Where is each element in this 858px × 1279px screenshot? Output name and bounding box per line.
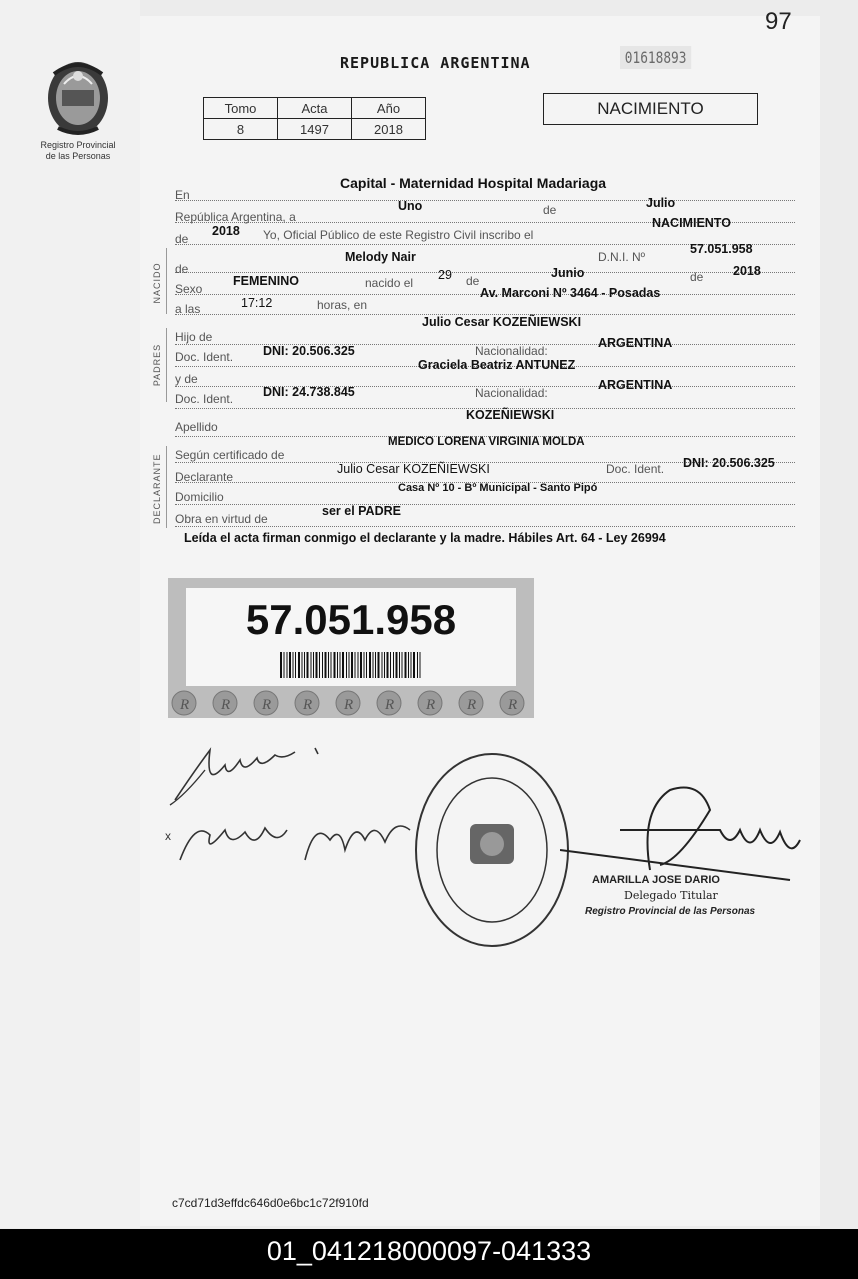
obra-label: Obra en virtud de [175,512,268,526]
obra-value: ser el PADRE [322,504,401,518]
barcode-bar [316,652,318,678]
sticker-pattern-letter: R [344,697,354,713]
anio-value: 2018 [212,224,240,238]
yo-text: Yo, Oficial Público de este Registro Civil inscribo el [263,228,534,242]
nacido-label: nacido el [365,276,414,290]
sticker-pattern-letter: R [262,697,272,713]
inscribo-value: NACIMIENTO [652,216,731,230]
dni-sticker-inner [186,588,516,686]
barcode-bar [360,652,362,678]
page-number: 97 [765,8,792,35]
nac2-label: Nacionalidad: [475,386,548,400]
act-type-box: NACIMIENTO [543,93,758,125]
barcode-bar [284,652,285,678]
tomo-header: Tomo [204,98,278,119]
nac-dia: 29 [438,268,452,282]
sticker-pattern-letter: R [303,697,313,713]
sticker-pattern-letter: R [426,697,436,713]
doc3-value: DNI: 20.506.325 [683,456,775,470]
apellido-value: KOZEÑIEWSKI [466,408,555,422]
nac-anio: 2018 [733,264,761,278]
nac-mes: Junio [551,266,585,280]
registry-table [203,97,426,140]
barcode-bar [399,652,400,678]
sticker-pattern-letter: R [180,697,190,713]
nac2-value: ARGENTINA [598,378,673,392]
official-seal-icon [412,750,572,950]
doc2-value: DNI: 24.738.845 [263,385,355,399]
barcode-bar [393,652,394,678]
svg-text:x: x [165,829,171,843]
barcode-bar [346,652,347,678]
declarante-bracket [166,446,167,528]
section-padres: PADRES [152,343,162,387]
barcode-bar [358,652,359,678]
barcode-bar [387,652,389,678]
line-obra [175,510,795,527]
republica-label: República Argentina, a [175,210,296,224]
yde-label: y de [175,372,198,386]
official-office: Registro Provincial de las Personas [585,906,756,917]
sticker-number: 57.051.958 [245,596,457,643]
sticker-pattern-letter: R [508,697,518,713]
barcode-bar [289,652,291,678]
barcode-bar [298,652,300,678]
section-nacido: NACIDO [152,262,162,304]
left-margin [0,0,140,1228]
barcode-icon [280,652,422,678]
barcode-bar [280,652,282,678]
logo-caption [30,140,126,162]
horas-label: horas, en [317,298,368,312]
sticker-pattern-letter: R [467,697,477,713]
acta-value: 1497 [278,119,352,140]
barcode-bar [411,652,412,678]
barcode-bar [375,652,376,678]
barcode-bar [322,652,323,678]
section-declarante: DECLARANTE [152,453,162,524]
en-label: En [175,188,190,202]
barcode-bar [334,652,336,678]
doc2-label: Doc. Ident. [175,392,234,406]
barcode-bar [413,652,415,678]
barcode-bar [342,652,344,678]
segun-label: Según certificado de [175,448,285,462]
dni-label: D.N.I. Nº [598,250,646,264]
anio-value: 2018 [352,119,426,140]
dni-sticker [168,578,534,718]
signature-declarant-icon [165,800,425,880]
barcode-bar [311,652,312,678]
barcode-bar [369,652,371,678]
document-title: REPUBLICA ARGENTINA [340,54,531,72]
domicilio-value: Casa Nº 10 - Bº Municipal - Santo Pipó [398,482,598,494]
barcode-bar [366,652,367,678]
serial-number: 01618893 [620,46,691,69]
barcode-bar [304,652,305,678]
barcode-bar [373,652,374,678]
barcode-bar [405,652,407,678]
barcode-bar [295,652,296,678]
line-hijo [175,328,795,345]
barcode-bar [349,652,350,678]
logo-caption-line2: de las Personas [45,151,111,161]
de3-label: de [175,262,189,276]
hijo-label: Hijo de [175,330,213,344]
declarante-label: Declarante [175,470,234,484]
padre-value: Julio Cesar KOZEÑIEWSKI [422,315,582,329]
logo-caption-line1: Registro Provincial [40,140,116,150]
padres-bracket [166,328,167,402]
dni-value: 57.051.958 [690,242,753,256]
barcode-bar [287,652,288,678]
barcode-bar [364,652,365,678]
nombre-value: Melody Nair [345,250,416,264]
barcode-bar [396,652,398,678]
doc3-label: Doc. Ident. [606,462,665,476]
barcode-bar [313,652,314,678]
sexo-label: Sexo [175,282,203,296]
apellido-label: Apellido [175,420,218,434]
barcode-bar [402,652,403,678]
sexo-value: FEMENINO [233,274,299,288]
nac1-label: Nacionalidad: [475,344,548,358]
provincial-emblem-icon [40,54,116,138]
barcode-bar [378,652,380,678]
lugar-value: Av. Marconi Nº 3464 - Posadas [480,286,661,300]
sticker-pattern-letter: R [221,697,231,713]
de5-label: de [690,270,704,284]
nac1-value: ARGENTINA [598,336,673,350]
nacido-bracket [166,248,167,314]
tomo-value: 8 [204,119,278,140]
barcode-bar [302,652,303,678]
alas-label: a las [175,302,201,316]
barcode-bar [328,652,329,678]
official-name: AMARILLA JOSE DARIO [592,874,720,886]
barcode-bar [293,652,294,678]
barcode-bar [420,652,421,678]
signature-official-icon [560,770,810,890]
barcode-bar [390,652,391,678]
doc1-label: Doc. Ident. [175,350,234,364]
barcode-bar [382,652,383,678]
document-hash: c7cd71d3effdc646d0e6bc1c72f910fd [172,1196,369,1210]
de4-label: de [466,274,480,288]
segun-value: MEDICO LORENA VIRGINIA MOLDA [388,436,585,448]
acta-header: Acta [278,98,352,119]
barcode-bar [417,652,418,678]
sticker-pattern [168,690,534,716]
de2-label: de [175,232,189,246]
declarante-value: Julio Cesar KOZEÑIEWSKI [337,462,490,476]
line-apellido [175,420,795,437]
barcode-bar [340,652,341,678]
en-value: Capital - Maternidad Hospital Madariaga [340,175,607,191]
barcode-bar [384,652,385,678]
de-label: de [543,203,557,217]
barcode-bar [319,652,320,678]
barcode-bar [307,652,309,678]
footer-code: 01_041218000097-041333 [0,1229,858,1279]
barcode-bar [351,652,353,678]
signature-mother-icon [165,730,335,810]
official-title: Delegado Titular [624,889,718,902]
reading-statement: Leída el acta firman conmigo el declarante y la madre. Hábiles Art. 64 - Ley 26994 [184,531,666,545]
barcode-bar [355,652,356,678]
barcode-bar [325,652,327,678]
barcode-bar [337,652,338,678]
sticker-pattern-letter: R [385,697,395,713]
barcode-bar [331,652,332,678]
anio-header: Año [352,98,426,119]
doc1-value: DNI: 20.506.325 [263,344,355,358]
mes-value: Julio [646,196,676,210]
dia-value: Uno [398,199,423,213]
hora-value: 17:12 [241,296,273,310]
madre-value: Graciela Beatriz ANTUNEZ [418,358,576,372]
domicilio-label: Domicilio [175,490,224,504]
barcode-bar [408,652,409,678]
